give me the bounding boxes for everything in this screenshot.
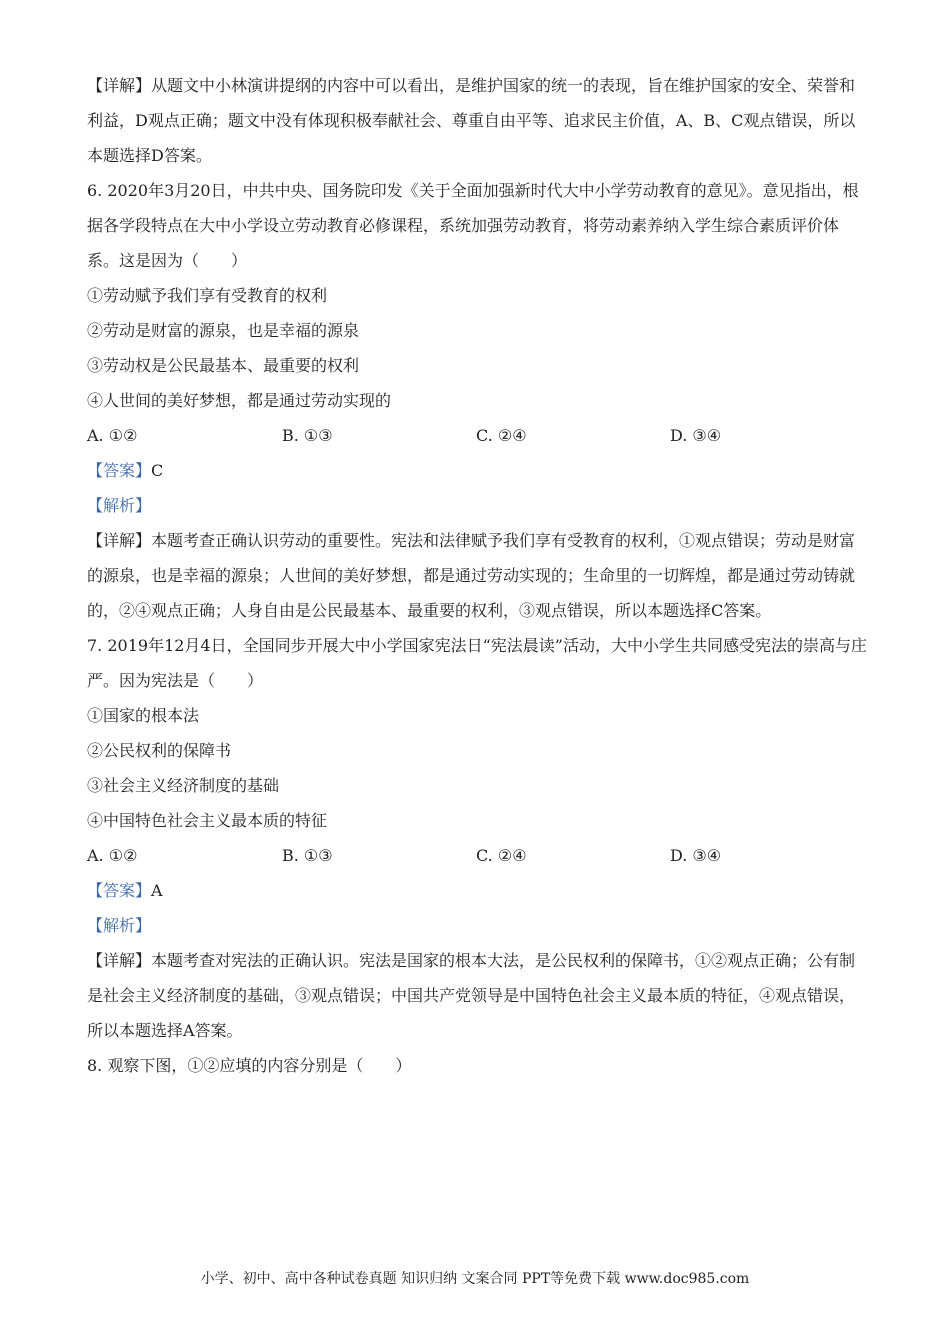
answer-tag: 【答案】 <box>87 881 152 900</box>
footer-text: 小学、初中、高中各种试卷真题 知识归纳 文案合同 PPT等免费下载 www.doc985.com <box>200 1271 750 1287</box>
q7-item-1: ①国家的根本法 <box>87 706 200 725</box>
q6-item-1: ①劳动赋予我们享有受教育的权利 <box>87 286 328 305</box>
q7-detail <box>87 943 867 1048</box>
detail-tag: 【详解】 <box>87 76 152 95</box>
q6-option-a: A. ①② <box>87 426 138 445</box>
q7-options <box>87 838 867 873</box>
q7-analysis-tag: 【解析】 <box>87 916 152 935</box>
document-page <box>87 68 867 1083</box>
q7-stem: 7. 2019年12月4日，全国同步开展大中小学国家宪法日“宪法晨读”活动，大中小学生共同感受宪法的崇高与庄严。因为宪法是（ ） <box>87 636 867 690</box>
answer-tag: 【答案】 <box>87 461 152 480</box>
q7-item-3: ③社会主义经济制度的基础 <box>87 776 280 795</box>
q6-item-2: ②劳动是财富的源泉，也是幸福的源泉 <box>87 321 360 340</box>
detail-text: 本题考查正确认识劳动的重要性。宪法和法律赋予我们享有受教育的权利，①观点错误；劳动是财富的源泉，也是幸福的源泉；人世间的美好梦想，都是通过劳动实现的；生命里的一切辉煌，都是通过劳动铸就的，②④观点正确；人身自由是公民最基本、最重要的权利，③观点错误，所以本题选择C答案。 <box>87 531 856 620</box>
q7-item-4: ④中国特色社会主义最本质的特征 <box>87 811 328 830</box>
q6-item-3: ③劳动权是公民最基本、最重要的权利 <box>87 356 360 375</box>
answer-value: A <box>151 881 163 900</box>
q7-option-a: A. ①② <box>87 846 138 865</box>
detail-tag: 【详解】 <box>87 531 152 550</box>
q7-option-d: D. ③④ <box>670 846 722 865</box>
q7-option-c: C. ②④ <box>476 846 527 865</box>
q5-detail <box>87 68 867 173</box>
detail-tag: 【详解】 <box>87 951 152 970</box>
q6-analysis-tag: 【解析】 <box>87 496 152 515</box>
q6-option-c: C. ②④ <box>476 426 527 445</box>
q6-item-4: ④人世间的美好梦想，都是通过劳动实现的 <box>87 391 392 410</box>
q6-option-d: D. ③④ <box>670 426 722 445</box>
q7-item-2: ②公民权利的保障书 <box>87 741 232 760</box>
q6-detail <box>87 523 867 628</box>
detail-text: 本题考查对宪法的正确认识。宪法是国家的根本大法，是公民权利的保障书，①②观点正确；公有制是社会主义经济制度的基础，③观点错误；中国共产党领导是中国特色社会主义最本质的特征，④观点错误，所以本题选择A答案。 <box>87 951 856 1040</box>
answer-value: C <box>151 461 164 480</box>
q7-answer <box>87 873 867 908</box>
q6-option-b: B. ①③ <box>282 426 333 445</box>
detail-text: 从题文中小林演讲提纲的内容中可以看出，是维护国家的统一的表现，旨在维护国家的安全、荣誉和利益，D观点正确；题文中没有体现积极奉献社会、尊重自由平等、追求民主价值，A、B、C观点错误，所以本题选择D答案。 <box>87 76 856 165</box>
q8-stem: 8. 观察下图，①②应填的内容分别是（ ） <box>87 1056 412 1075</box>
q6-stem: 6. 2020年3月20日，中共中央、国务院印发《关于全面加强新时代大中小学劳动教育的意见》。意见指出，根据各学段特点在大中小学设立劳动教育必修课程，系统加强劳动教育，将劳动素养纳入学生综合素质评价体系。这是因为（ ） <box>87 181 859 270</box>
q7-option-b: B. ①③ <box>282 846 333 865</box>
q6-answer <box>87 453 867 488</box>
q6-options <box>87 418 867 453</box>
